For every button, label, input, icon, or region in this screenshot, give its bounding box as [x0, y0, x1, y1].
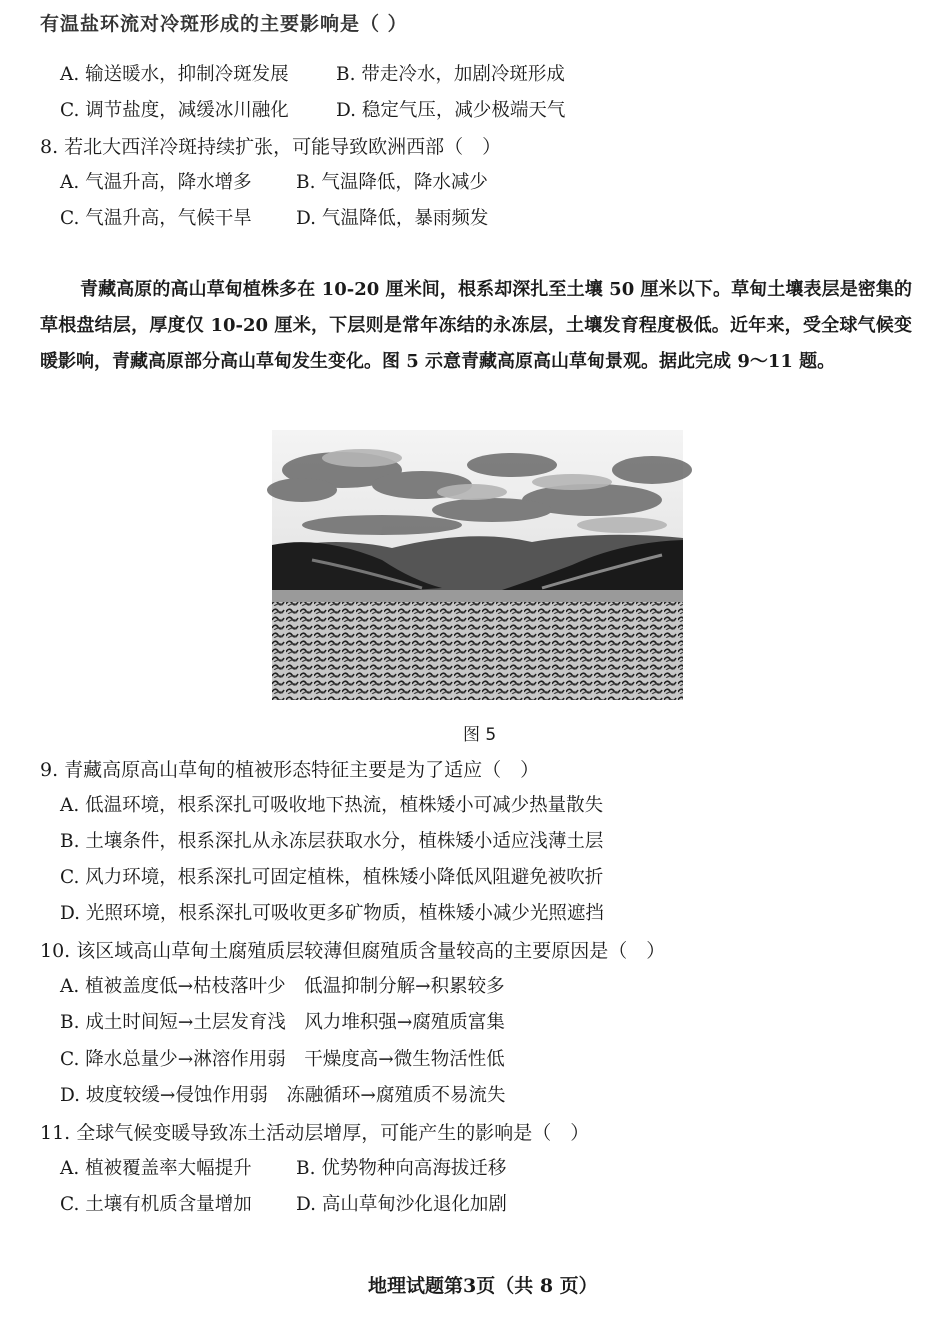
q8-option-d: D. 气温降低，暴雨频发 — [296, 208, 489, 229]
q9-option-d: D. 光照环境，根系深扎可吸收更多矿物质，植株矮小减少光照遮挡 — [60, 903, 604, 924]
q10-option-d: D. 坡度较缓→侵蚀作用弱 冻融循环→腐殖质不易流失 — [60, 1085, 506, 1106]
q11-stem: 11. 全球气候变暖导致冻土活动层增厚，可能产生的影响是（ ） — [40, 1122, 590, 1144]
q7-option-d: D. 稳定气压，减少极端天气 — [336, 100, 566, 121]
q11-option-d: D. 高山草甸沙化退化加剧 — [296, 1194, 507, 1215]
q9-option-a: A. 低温环境，根系深扎可吸收地下热流，植株矮小可减少热量散失 — [60, 795, 604, 816]
cutoff-line: 有温盐环流对冷斑形成的主要影响是（ ） — [40, 13, 408, 35]
page-footer: 地理试题第3页（共 8 页） — [368, 1275, 598, 1297]
figure-caption: 图 5 — [463, 725, 497, 745]
q11-option-a: A. 植被覆盖率大幅提升 — [60, 1158, 252, 1179]
q10-option-b: B. 成土时间短→土层发育浅 风力堆积强→腐殖质富集 — [60, 1012, 505, 1033]
q7-option-b: B. 带走冷水，加剧冷斑形成 — [336, 64, 565, 85]
q9-option-b: B. 土壤条件，根系深扎从永冻层获取水分，植株矮小适应浅薄土层 — [60, 831, 604, 852]
q9-stem: 9. 青藏高原高山草甸的植被形态特征主要是为了适应（ ） — [40, 759, 540, 781]
q7-option-c: C. 调节盐度，减缓冰川融化 — [60, 100, 289, 121]
q8-stem: 8. 若北大西洋冷斑持续扩张，可能导致欧洲西部（ ） — [40, 136, 502, 158]
passage-text: 青藏高原的高山草甸植株多在 10-20 厘米间，根系却深扎至土壤 50 厘米以下。草甸土壤表层是密集的草根盘结层，厚度仅 10-20 厘米，下层则是常年冻结的永冻层，土壤发育程度极低。近年来，受全球气候变暖影响，青藏高原部分高山草甸发生变化。图 5 示意青藏高原高山草甸景观。据此完成 9～11 题。 — [40, 279, 912, 372]
q10-stem: 10. 该区域高山草甸土腐殖质层较薄但腐殖质含量较高的主要原因是（ ） — [40, 940, 666, 962]
q10-option-c: C. 降水总量少→淋溶作用弱 干燥度高→微生物活性低 — [60, 1049, 505, 1070]
q10-option-a: A. 植被盖度低→枯枝落叶少 低温抑制分解→积累较多 — [60, 976, 505, 997]
q8-option-a: A. 气温升高，降水增多 — [60, 172, 252, 193]
q11-option-b: B. 优势物种向高海拔迁移 — [296, 1158, 507, 1179]
q8-option-b: B. 气温降低，降水减少 — [296, 172, 488, 193]
q7-option-a: A. 输送暖水，抑制冷斑发展 — [60, 64, 289, 85]
q11-option-c: C. 土壤有机质含量增加 — [60, 1194, 252, 1215]
meadow-landscape-photo — [272, 430, 683, 700]
q9-option-c: C. 风力环境，根系深扎可固定植株，植株矮小降低风阻避免被吹折 — [60, 867, 604, 888]
q8-option-c: C. 气温升高，气候干旱 — [60, 208, 252, 229]
